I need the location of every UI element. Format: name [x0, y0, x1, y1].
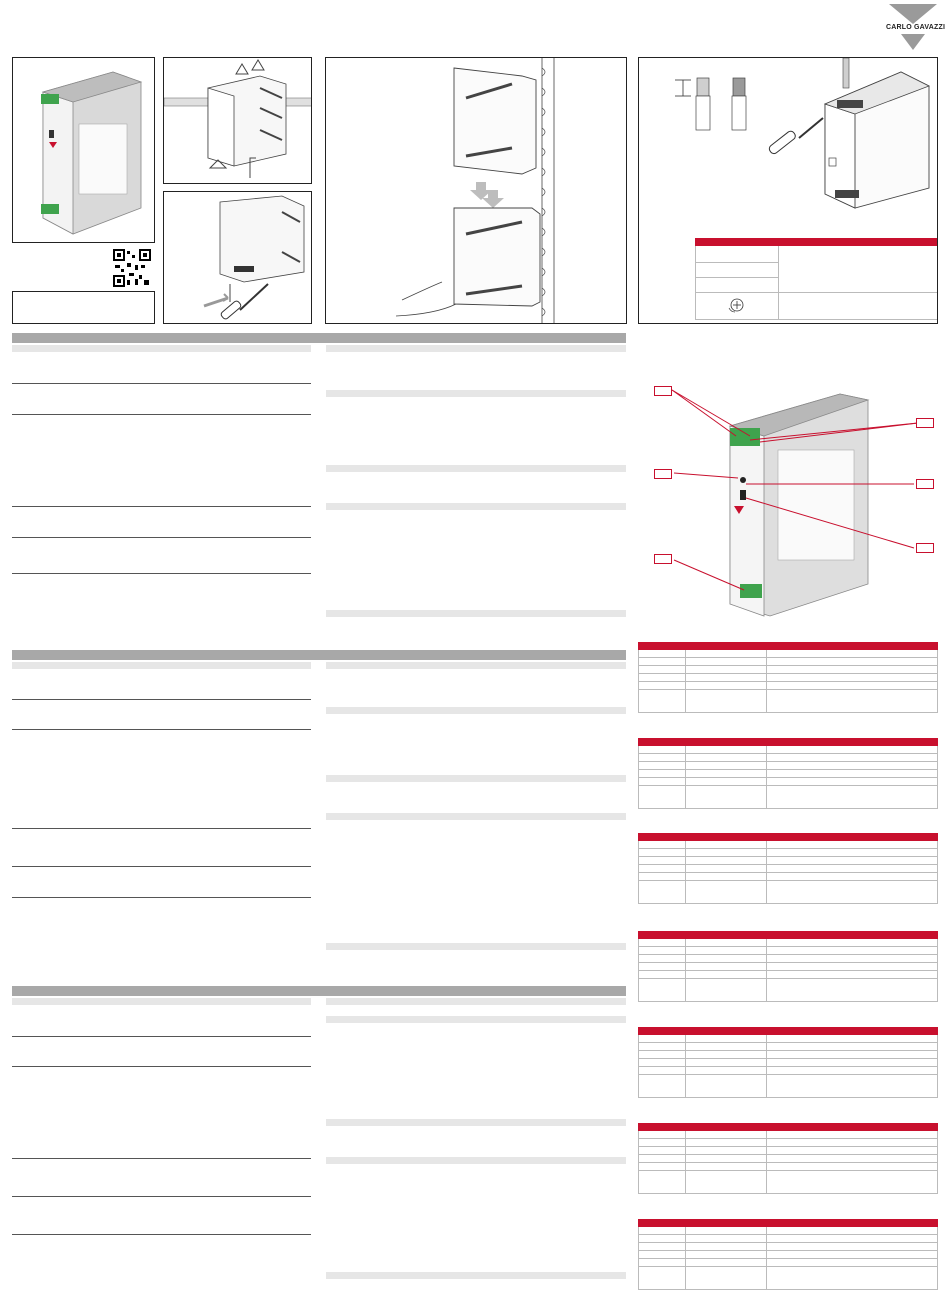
table-row: [639, 932, 938, 939]
table-row: [639, 1155, 938, 1163]
divider: [12, 1036, 311, 1037]
wiring-spec-table: [695, 238, 938, 320]
subsection-bar: [326, 610, 626, 617]
info-box: [12, 291, 155, 324]
table-row: [639, 955, 938, 963]
din-rail-mount-figure: [164, 58, 312, 184]
table-row: [639, 834, 938, 841]
table-row: [639, 1235, 938, 1243]
mounting-sequence-figure: [326, 58, 627, 324]
table-row: [639, 658, 938, 666]
subsection-bar: [326, 465, 626, 472]
subsection-bar: [326, 998, 626, 1005]
divider: [12, 1158, 311, 1159]
table-row: [639, 1243, 938, 1251]
table-row: [639, 650, 938, 658]
table-row: [639, 881, 938, 904]
divider: [12, 1066, 311, 1067]
subsection-bar: [12, 662, 311, 669]
callout-6: [654, 554, 672, 564]
callout-1: [654, 386, 672, 396]
qr-code-icon: [113, 249, 151, 287]
table-row: [639, 770, 938, 778]
spec-table: [638, 642, 938, 713]
spec-table: [638, 1027, 938, 1098]
table-row: [639, 1227, 938, 1235]
subsection-bar: [326, 813, 626, 820]
subsection-bar: [326, 943, 626, 950]
table-row: [639, 939, 938, 947]
table-row: [639, 963, 938, 971]
divider: [12, 866, 311, 867]
callout-3: [654, 469, 672, 479]
subsection-bar: [326, 1157, 626, 1164]
removal-figure-panel: [163, 191, 312, 324]
callout-4: [916, 479, 934, 489]
table-row: [639, 873, 938, 881]
divider: [12, 537, 311, 538]
subsection-bar: [326, 390, 626, 397]
divider: [12, 414, 311, 415]
subsection-bar: [326, 345, 626, 352]
wire-strip-length-icon: [639, 58, 938, 238]
table-row: [639, 739, 938, 746]
divider: [12, 828, 311, 829]
table-row: [639, 682, 938, 690]
subsection-bar: [326, 1272, 626, 1279]
subsection-bar: [326, 775, 626, 782]
table-row: [639, 674, 938, 682]
subsection-bar: [326, 1119, 626, 1126]
section-header-bar: [12, 333, 626, 343]
table-row: [639, 1075, 938, 1098]
product-callout-figure: [640, 380, 940, 620]
spec-table: [638, 1123, 938, 1194]
table-row: [639, 865, 938, 873]
table-row: [639, 1028, 938, 1035]
table-row: [639, 1259, 938, 1267]
table-row: [639, 1051, 938, 1059]
table-row: [639, 643, 938, 650]
subsection-bar: [326, 503, 626, 510]
table-row: [639, 1171, 938, 1194]
spec-table: [638, 931, 938, 1002]
table-row: [639, 666, 938, 674]
product-photo-panel: [12, 57, 155, 243]
table-row: [639, 849, 938, 857]
subsection-bar: [12, 345, 311, 352]
subsection-bar: [326, 1016, 626, 1023]
divider: [12, 506, 311, 507]
table-row: [639, 786, 938, 809]
divider: [12, 383, 311, 384]
divider: [12, 897, 311, 898]
table-row: [639, 971, 938, 979]
divider: [12, 573, 311, 574]
table-row: [639, 1147, 938, 1155]
table-row: [639, 762, 938, 770]
mounting-sequence-panel: [325, 57, 627, 324]
subsection-bar: [12, 998, 311, 1005]
table-row: [639, 1163, 938, 1171]
torque-screwdriver-icon: [726, 296, 748, 314]
table-row: [639, 1035, 938, 1043]
table-row: [639, 778, 938, 786]
callout-5: [916, 543, 934, 553]
table-row: [639, 979, 938, 1002]
callout-2: [916, 418, 934, 428]
table-row: [639, 1124, 938, 1131]
subsection-bar: [326, 662, 626, 669]
table-row: [639, 1139, 938, 1147]
wiring-panel: [638, 57, 938, 324]
table-row: [639, 947, 938, 955]
spec-table: [638, 833, 938, 904]
table-row: [639, 754, 938, 762]
table-row: [639, 1131, 938, 1139]
table-row: [639, 857, 938, 865]
table-row: [639, 841, 938, 849]
table-row: [639, 1059, 938, 1067]
screwdriver-removal-figure: [164, 192, 312, 324]
table-row: [639, 1220, 938, 1227]
section-header-bar: [12, 650, 626, 660]
spec-table: [638, 1219, 938, 1290]
divider: [12, 1196, 311, 1197]
product-photo: [13, 58, 155, 243]
table-row: [639, 1067, 938, 1075]
divider: [12, 1234, 311, 1235]
divider: [12, 729, 311, 730]
table-row: [639, 1043, 938, 1051]
table-row: [639, 690, 938, 713]
brand-name: CARLO GAVAZZI: [886, 24, 946, 31]
section-header-bar: [12, 986, 626, 996]
spec-table: [638, 738, 938, 809]
table-row: [639, 1267, 938, 1290]
table-row: [639, 746, 938, 754]
subsection-bar: [326, 707, 626, 714]
table-row: [639, 1251, 938, 1259]
divider: [12, 699, 311, 700]
mounting-figure-panel: [163, 57, 312, 184]
